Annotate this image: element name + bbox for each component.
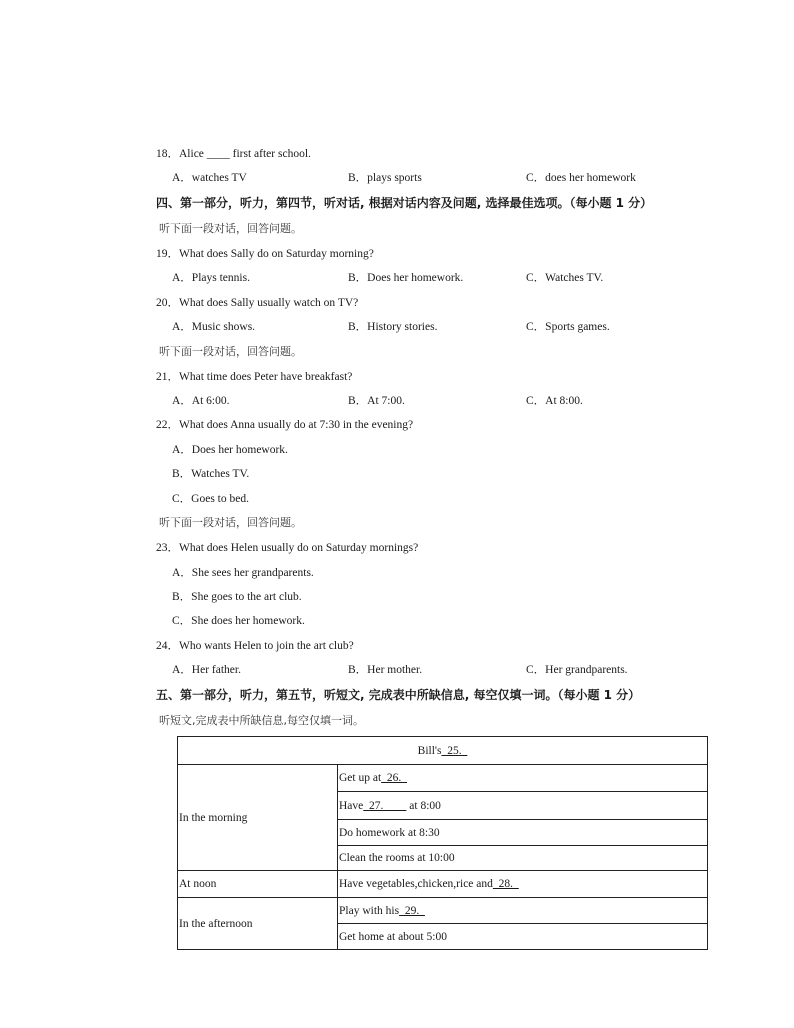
noon-label: At noon	[178, 871, 338, 898]
info-table	[177, 736, 708, 950]
q19-option-a: A．Plays tennis.	[172, 272, 250, 284]
q23-option-a: A．She sees her grandparents.	[172, 567, 314, 579]
question-23-stem: 23．What does Helen usually do on Saturday mornings?	[156, 542, 419, 554]
cell-text: Have vegetables,chicken,rice and	[339, 878, 493, 890]
q22-option-b: B．Watches TV.	[172, 468, 250, 480]
section-5-instruction: 听短文,完成表中所缺信息,每空仅填一词。	[159, 714, 364, 727]
table-cell	[338, 765, 708, 792]
q21-option-c: C．At 8:00.	[526, 395, 583, 407]
dialog-instruction: 听下面一段对话，回答问题。	[159, 222, 302, 235]
section-4-title: 四、第一部分，听力，第四节，听对话, 根据对话内容及问题, 选择最佳选项。（每小题 1 分）	[156, 196, 653, 210]
q21-option-b: B．At 7:00.	[348, 395, 405, 407]
question-19-stem: 19．What does Sally do on Saturday morning?	[156, 248, 374, 260]
blank-25: 25.	[441, 744, 468, 757]
q23-option-b: B．She goes to the art club.	[172, 591, 302, 603]
table-cell: Get home at about 5:00	[338, 924, 708, 950]
question-24-stem: 24．Who wants Helen to join the art club?	[156, 640, 354, 652]
q22-option-c: C．Goes to bed.	[172, 493, 249, 505]
table-cell: Do homework at 8:30	[338, 820, 708, 846]
section-5-title: 五、第一部分，听力，第五节，听短文, 完成表中所缺信息, 每空仅填一词。（每小题 1 分）	[156, 688, 641, 702]
cell-text: Play with his	[339, 904, 400, 917]
question-22-stem: 22．What does Anna usually do at 7:30 in the evening?	[156, 419, 414, 431]
blank-26: 26.	[381, 772, 408, 784]
q18-option-a: A．watches TV	[172, 172, 247, 184]
blank-29: 29.	[399, 904, 425, 917]
q20-option-b: B．History stories.	[348, 321, 438, 333]
cell-text: at 8:00	[406, 799, 441, 812]
blank-28: 28.	[492, 878, 519, 890]
q19-option-c: C．Watches TV.	[526, 272, 604, 284]
afternoon-label: In the afternoon	[178, 898, 338, 950]
q23-option-c: C．She does her homework.	[172, 615, 305, 627]
table-header	[178, 737, 708, 765]
dialog-instruction: 听下面一段对话，回答问题。	[159, 345, 302, 358]
q18-option-b: B．plays sports	[348, 172, 422, 184]
q20-option-c: C．Sports games.	[526, 321, 610, 333]
table-cell	[338, 898, 708, 924]
blank-27: 27.	[363, 799, 407, 812]
q24-option-a: A．Her father.	[172, 664, 241, 676]
q18-option-c: C．does her homework	[526, 172, 636, 184]
question-20-stem: 20．What does Sally usually watch on TV?	[156, 297, 359, 309]
cell-text: Get up at	[339, 772, 382, 784]
table-cell	[338, 871, 708, 898]
q24-option-c: C．Her grandparents.	[526, 664, 628, 676]
q22-option-a: A．Does her homework.	[172, 444, 288, 456]
q19-option-b: B．Does her homework.	[348, 272, 464, 284]
table-header-prefix: Bill's	[417, 744, 442, 757]
morning-label: In the morning	[178, 765, 338, 871]
question-21-stem: 21．What time does Peter have breakfast?	[156, 371, 353, 383]
dialog-instruction: 听下面一段对话，回答问题。	[159, 516, 302, 529]
question-18-stem: 18．Alice ____ first after school.	[156, 148, 311, 160]
q21-option-a: A．At 6:00.	[172, 395, 230, 407]
cell-text: Have	[339, 799, 364, 812]
q24-option-b: B．Her mother.	[348, 664, 423, 676]
q20-option-a: A．Music shows.	[172, 321, 256, 333]
table-cell	[338, 792, 708, 820]
table-cell: Clean the rooms at 10:00	[338, 846, 708, 871]
